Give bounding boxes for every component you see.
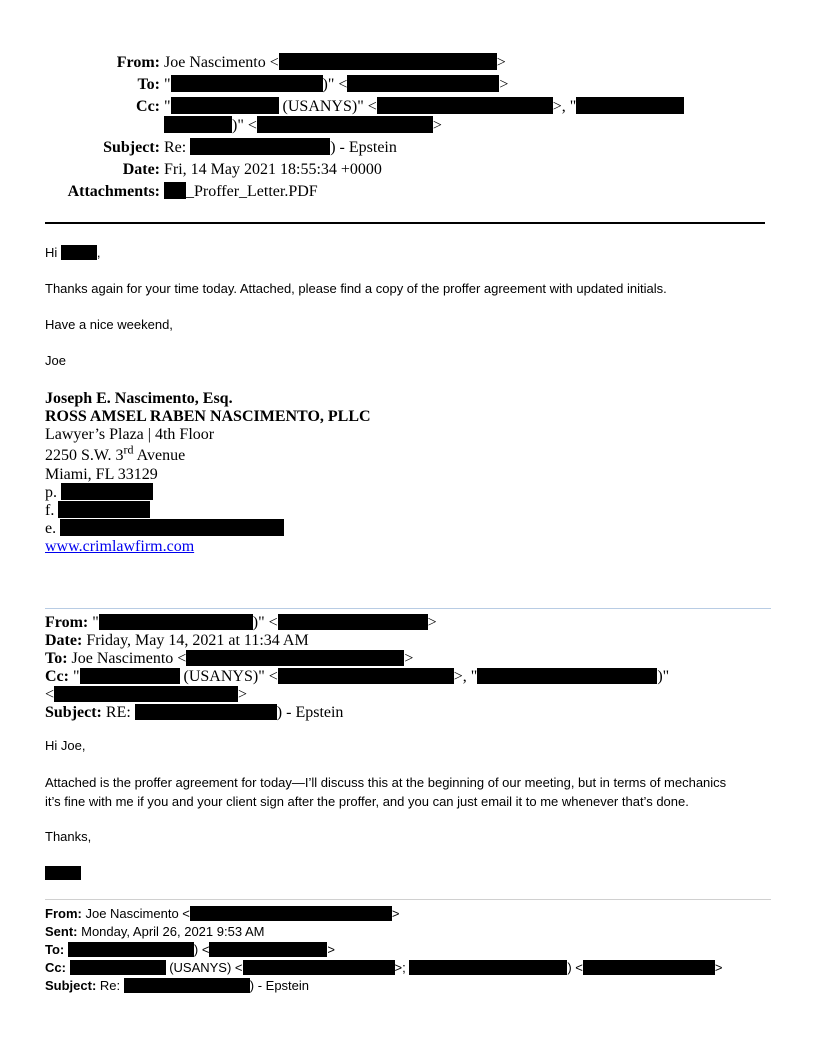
message-para2: Have a nice weekend, [45,317,173,332]
redaction [477,668,657,684]
redaction [61,245,97,260]
quoted1-para-line1: Attached is the proffer agreement for today—I’ll discuss this at the beginning of our meeting, but in terms of mechanics [45,775,727,790]
redaction [164,182,186,199]
message-para1: Thanks again for your time today. Attached, please find a copy of the proffer agreement with updated initials. [45,281,667,296]
quoted1-greeting: Hi Joe, [45,738,86,753]
signature-fax: f. [45,501,150,520]
signature-email: e. [45,519,284,538]
message-signoff: Joe [45,353,66,368]
redaction [61,483,153,500]
redaction [190,138,330,155]
redaction [278,668,454,684]
greeting: Hi , [45,245,101,260]
quoted1-cc-cont: < > [45,686,248,703]
quoted1-para-line2: it’s fine with me if you and your client sign after the proffer, and you can just email it to me whenever that’s done. [45,794,689,809]
redaction [60,519,284,536]
website-link[interactable]: www.crimlawfirm.com [45,538,195,555]
attachments-label: Attachments: [67,183,160,200]
redaction [243,960,395,975]
redaction [68,942,194,957]
redaction [278,614,428,630]
cc-mid: (USANYS)" < [278,98,377,115]
from-name: Joe Nascimento < [164,54,279,71]
subject-label: Subject: [103,139,160,156]
signature-address2: 2250 S.W. 3rd Avenue [45,442,186,464]
date-value: Fri, 14 May 2021 18:55:34 +0000 [164,161,382,178]
redaction [209,942,327,957]
quoted1-cc: Cc: " (USANYS)" < >, " )" [45,668,670,685]
redaction [186,650,404,666]
redaction [99,614,253,630]
redaction [377,97,553,114]
quote-divider-2 [45,899,771,900]
signature-phone: p. [45,483,153,502]
subject-prefix: Re: [164,139,191,156]
redaction [124,978,250,993]
from-label: From: [116,54,160,71]
signature-address3: Miami, FL 33129 [45,466,158,483]
redaction [257,116,433,133]
signature-firm: ROSS AMSEL RABEN NASCIMENTO, PLLC [45,408,371,425]
redaction [45,866,81,880]
quoted2-cc: Cc: (USANYS) < >; ) < > [45,960,723,975]
redaction [70,960,166,975]
redaction [347,75,499,92]
quoted2-subject: Subject: Re: ) - Epstein [45,978,310,993]
quoted1-thanks: Thanks, [45,829,92,844]
redaction [171,75,323,92]
redaction [80,668,180,684]
quoted1-from: From: " )" < > [45,614,437,631]
redaction [58,501,150,518]
redaction [279,53,497,70]
quoted2-from: From: Joe Nascimento < > [45,906,400,921]
quoted2-to: To: ) < > [45,942,336,957]
redaction [164,116,232,133]
signature-name: Joseph E. Nascimento, Esq. [45,390,233,407]
quote-divider [45,608,771,609]
header-divider [45,222,765,224]
redaction [135,704,277,720]
redaction [583,960,715,975]
cc-label: Cc: [136,98,160,115]
signature-address1: Lawyer’s Plaza | 4th Floor [45,426,215,443]
quoted1-to: To: Joe Nascimento < > [45,650,414,667]
redaction [171,97,279,114]
attachment-name[interactable]: _Proffer_Letter.PDF [186,183,318,200]
redaction [190,906,392,921]
to-label: To: [137,76,160,93]
quoted2-sent: Sent: Monday, April 26, 2021 9:53 AM [45,924,265,939]
quoted1-subject: Subject: RE: ) - Epstein [45,704,344,721]
quoted1-date: Date: Friday, May 14, 2021 at 11:34 AM [45,632,309,649]
subject-suffix: ) - Epstein [330,139,397,156]
redaction [409,960,567,975]
redaction [576,97,684,114]
date-label: Date: [122,161,160,178]
redaction [54,686,238,702]
